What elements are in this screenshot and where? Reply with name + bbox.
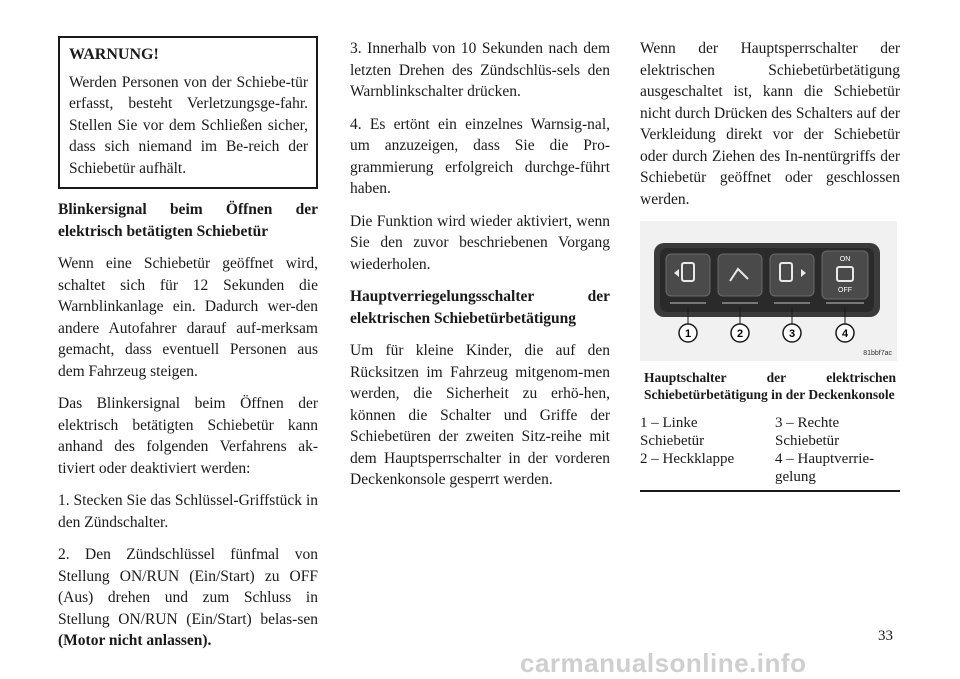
liftgate-switch-icon bbox=[718, 254, 762, 303]
warning-text: Werden Personen von der Schiebe-tür erfasst, besteht Verletzungsge-fahr. Stellen Sie vor dem Schließen sicher, dass sich niemand im Be-reich der Schiebetür aufhält. bbox=[69, 73, 308, 177]
paragraph: Um für kleine Kinder, die auf den Rücksitzen im Fahrzeug mitgenom-men werden, die Sicherheit zu erhö-hen, können die Schalter und Griffe der Schiebetüren der zweiten Sitz-reihe mit dem Hauptsperrschalter in der vorderen Deckenkonsole gesperrt werden. bbox=[350, 342, 610, 488]
paragraph: Wenn eine Schiebetür geöffnet wird, schaltet sich für 12 Sekunden die Warnblinkanlage ein. Dadurch wer-den andere Autofahrer darauf auf-merksam gemacht, dass eventuell Personen aus dem Fahrzeug steigen. bbox=[58, 255, 318, 380]
step-2-text: 2. Den Zündschlüssel fünfmal von Stellung ON/RUN (Ein/Start) zu OFF (Aus) drehen und zum Schluss in Stellung ON/RUN (Ein/Start) belas-sen bbox=[58, 546, 318, 628]
column-right bbox=[640, 38, 900, 492]
figure-code: 81bbf7ac bbox=[863, 350, 892, 357]
step-3: 3. Innerhalb von 10 Sekunden nach dem letzten Drehen des Zündschlüs-sels den Warnblinkschalter drücken. bbox=[350, 40, 610, 100]
legend-col-left bbox=[640, 414, 765, 486]
switch-panel-illustration bbox=[640, 221, 897, 361]
warning-title: WARNUNG! bbox=[69, 46, 159, 63]
legend-item-1: 1 – Linke Schiebetür bbox=[640, 415, 705, 449]
section-heading-master-lock: Hauptverriegelungsschalter der elektrischen Schiebetürbetätigung bbox=[350, 288, 610, 327]
paragraph: Die Funktion wird wieder aktiviert, wenn Sie den zuvor beschriebenen Vorgang wiederholen. bbox=[350, 212, 610, 273]
on-label: ON bbox=[839, 256, 851, 263]
callout-1: 1 bbox=[684, 328, 692, 340]
column-left bbox=[58, 36, 318, 663]
step-2-bold: (Motor nicht anlassen). bbox=[58, 632, 212, 649]
legend-col-right bbox=[775, 414, 900, 486]
callout-2: 2 bbox=[736, 328, 744, 340]
figure-caption: Hauptschalter der elektrischen Schiebetürbetätigung in der Deckenkonsole bbox=[644, 370, 896, 402]
paragraph: Wenn der Hauptsperrschalter der elektrischen Schiebetürbetätigung ausgeschaltet ist, kann die Schiebetür nicht durch Drücken des Schalters auf der Verkleidung direkt vor der Schiebetür oder durch Ziehen des In-nentürgriffs der Schiebetür geöffnet oder geschlossen werden. bbox=[640, 40, 900, 208]
off-label: OFF bbox=[838, 287, 852, 294]
callout-4: 4 bbox=[841, 328, 849, 340]
warning-box bbox=[58, 36, 318, 189]
column-middle bbox=[350, 38, 610, 502]
right-sliding-door-switch-icon bbox=[770, 254, 814, 303]
paragraph: Das Blinkersignal beim Öffnen der elektrisch betätigten Schiebetür kann anhand des folgenden Verfahrens ak-tiviert oder deaktiviert werden: bbox=[58, 395, 318, 477]
legend-item-2: 2 – Heckklappe bbox=[640, 451, 735, 467]
callout-3: 3 bbox=[788, 328, 796, 340]
overhead-console-figure bbox=[640, 221, 897, 361]
left-sliding-door-switch-icon bbox=[666, 254, 710, 303]
step-2 bbox=[58, 544, 318, 652]
page-number: 33 bbox=[878, 628, 893, 644]
legend-item-4: 4 – Hauptverrie-gelung bbox=[775, 451, 875, 485]
section-heading-hazard-signal: Blinkersignal beim Öffnen der elektrisch betätigten Schiebetür bbox=[58, 201, 318, 240]
step-4: 4. Es ertönt ein einzelnes Warnsig-nal, um anzuzeigen, dass Sie die Pro-grammierung erfolgreich durchge-führt haben. bbox=[350, 115, 610, 197]
legend-item-3: 3 – Rechte Schiebetür bbox=[775, 415, 840, 449]
figure-legend bbox=[640, 414, 900, 492]
step-1: 1. Stecken Sie das Schlüssel-Griffstück in den Zündschalter. bbox=[58, 492, 318, 531]
watermark: carmanualsonline.info bbox=[520, 648, 807, 678]
